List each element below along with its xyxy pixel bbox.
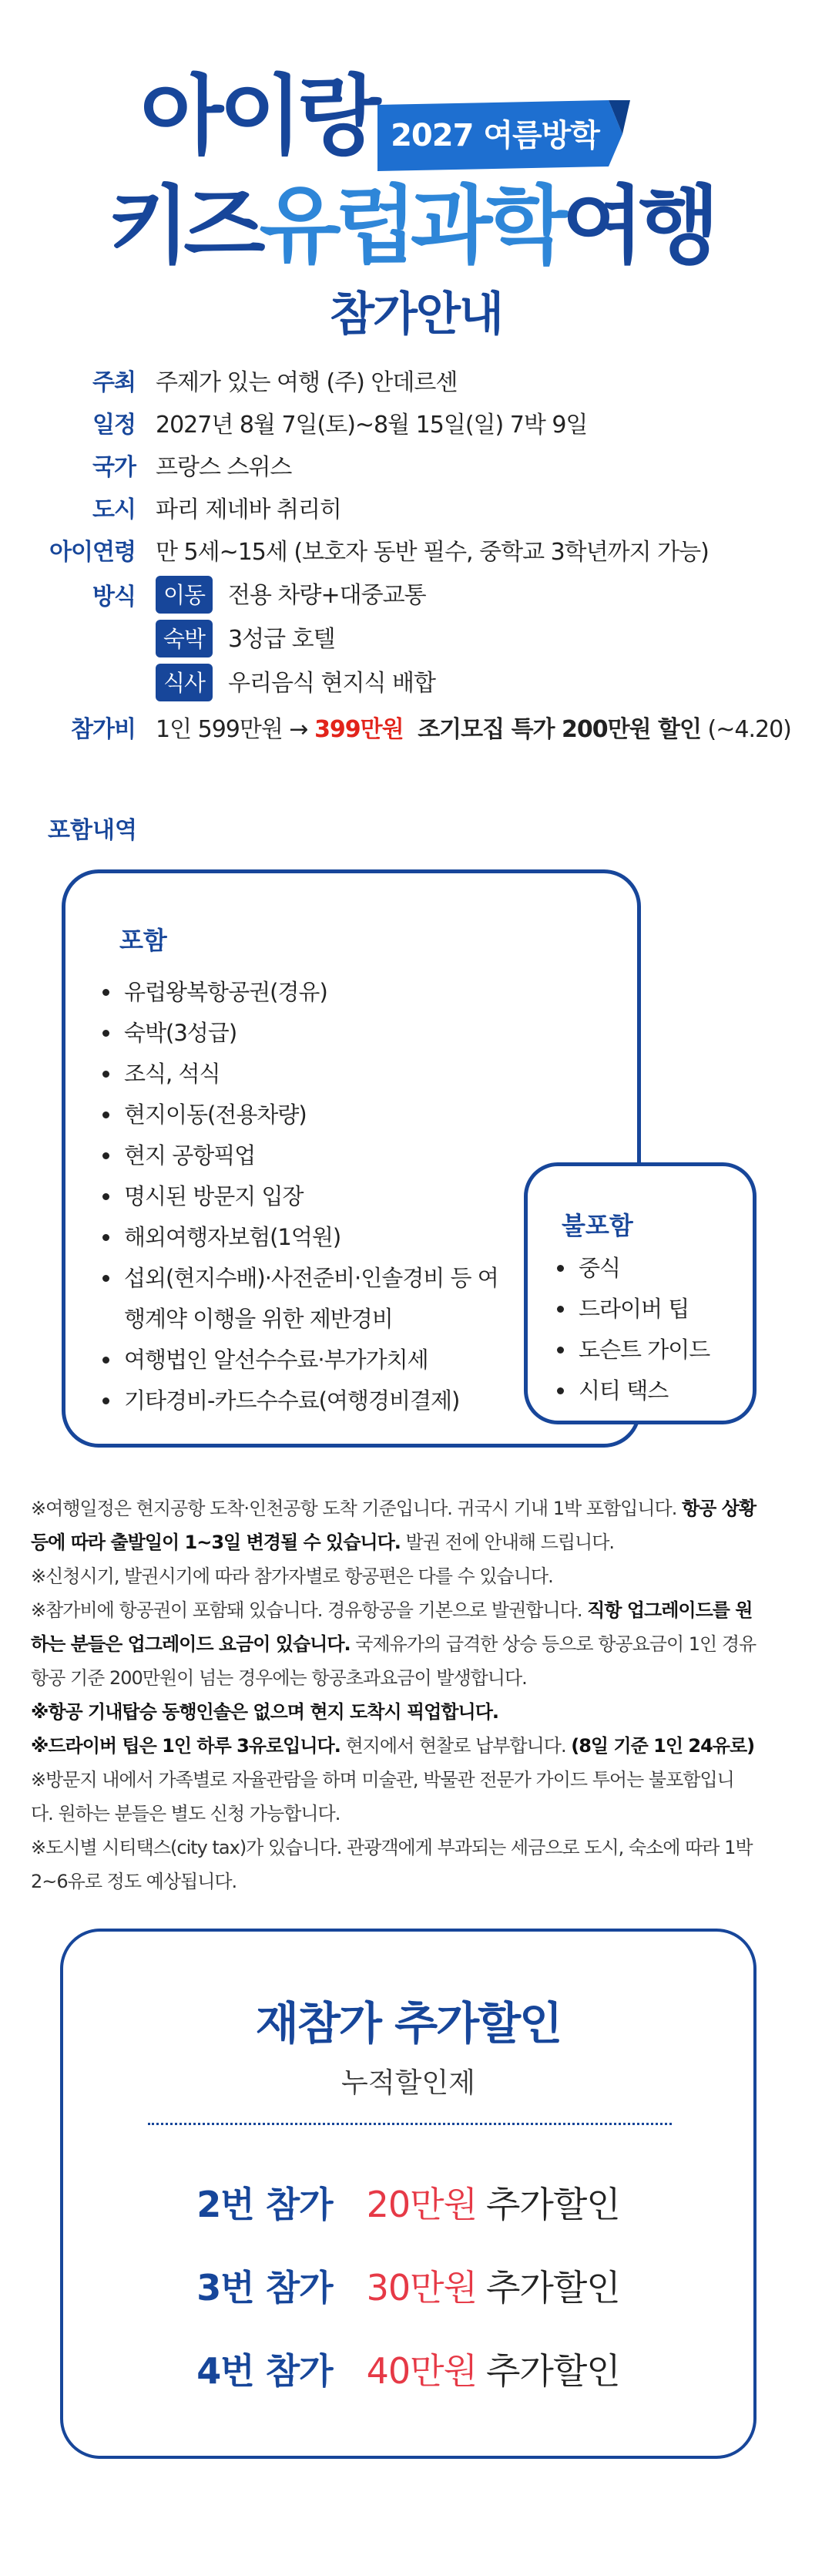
included-title: 포함 <box>119 926 167 955</box>
info-row-country <box>31 446 291 484</box>
info-row-host <box>31 361 457 399</box>
excluded-box <box>524 1162 757 1424</box>
note-item: 2~6유로 정도 예상됩니다. <box>31 1871 237 1892</box>
discount-text: 추가할인 <box>486 2184 620 2225</box>
note-emphasis: ※드라이버 팁은 1인 하루 3유로입니다. <box>31 1735 341 1757</box>
info-label: 일정 <box>92 412 136 439</box>
info-label: 주최 <box>92 369 136 396</box>
info-row-fee <box>31 708 791 746</box>
list-item: 중식 <box>557 1248 742 1289</box>
list-item <box>102 1258 503 1340</box>
list-item: 기타경비-카드수수료(여행경비결제) <box>102 1380 503 1421</box>
dotted-divider <box>148 2123 672 2125</box>
list-item: 해외여행자보험(1억원) <box>102 1217 503 1258</box>
info-row-method-lodging <box>31 619 335 657</box>
list-item: 드라이버 팁 <box>557 1289 742 1330</box>
note-item <box>31 1593 801 1627</box>
fee-period: (~4.20) <box>707 716 791 743</box>
info-row-method-meal <box>31 663 435 701</box>
note-item: ※신청시기, 발권시기에 따라 참가자별로 항공편은 다를 수 있습니다. <box>31 1565 553 1587</box>
list-item: 유럽왕복항공권(경유) <box>102 972 503 1013</box>
season-ribbon <box>377 100 630 171</box>
info-row-schedule <box>31 403 587 442</box>
info-label: 도시 <box>92 496 136 523</box>
list-item: 현지 공항픽업 <box>102 1135 503 1176</box>
discount-subtitle: 누적할인제 <box>341 2067 475 2099</box>
note-item <box>31 1525 801 1559</box>
info-value: 파리 제네바 취리히 <box>156 496 341 523</box>
section-title-inclusions: 포함내역 <box>48 817 137 844</box>
note-item <box>31 1491 801 1525</box>
info-value: 2027년 8월 7일(토)~8월 15일(일) 7박 9일 <box>156 412 588 439</box>
note-text: 발권 전에 안내해 드립니다. <box>400 1532 615 1553</box>
note-emphasis: 직항 업그레이드를 원 <box>587 1599 753 1621</box>
info-value: 프랑스 스위스 <box>156 454 292 481</box>
notes <box>31 1491 801 1898</box>
info-label: 국가 <box>92 454 136 481</box>
discount-row <box>63 2177 753 2228</box>
note-item: 항공 기준 200만원이 넘는 경우에는 항공초과요금이 발생합니다. <box>31 1667 527 1689</box>
info-row-age <box>31 530 709 569</box>
note-text: ※여행일정은 현지공항 도착·인천공항 도착 기준입니다. 귀국시 기내 1박 포함입니다. <box>31 1498 682 1519</box>
note-emphasis: 항공 상황 <box>682 1498 757 1519</box>
discount-row <box>63 2343 753 2394</box>
discount-amount: 40만원 <box>366 2350 477 2392</box>
method-tag-transport: 이동 <box>156 576 213 614</box>
method-tag-meal: 식사 <box>156 664 213 701</box>
discount-amount: 30만원 <box>366 2267 477 2309</box>
title-part-kids: 키즈 <box>108 177 260 275</box>
fee-original: 1인 599만원 <box>156 716 283 743</box>
info-value: 만 5세~15세 (보호자 동반 필수, 중학교 3학년까지 가능) <box>156 539 709 566</box>
note-item <box>31 1729 801 1763</box>
excluded-title: 불포함 <box>562 1211 633 1240</box>
title-part-travel: 여행 <box>562 177 714 275</box>
info-value <box>156 576 426 614</box>
title-line1: 아이랑 <box>140 66 377 166</box>
note-emphasis: 등에 따라 출발일이 1~3일 변경될 수 있습니다. <box>31 1532 401 1553</box>
info-value <box>156 710 791 744</box>
discount-count: 3번 참가 <box>196 2267 333 2309</box>
discount-text: 추가할인 <box>486 2350 620 2392</box>
note-item: 다. 원하는 분들은 별도 신청 가능합니다. <box>31 1803 341 1824</box>
list-item: 현지이동(전용차량) <box>102 1095 503 1135</box>
note-item: ※방문지 내에서 가족별로 자율관람을 하며 미술관, 박물관 전문가 가이드 투어는 불포함입니 <box>31 1769 734 1791</box>
title-line2 <box>108 177 714 275</box>
fee-promo: 조기모집 특가 200만원 할인 <box>418 716 701 743</box>
list-item: 시티 택스 <box>557 1370 742 1411</box>
list-item-text: 섭외(현지수배)·사전준비·인솔경비 등 여 <box>124 1265 498 1291</box>
discount-amount: 20만원 <box>366 2184 477 2225</box>
info-value <box>156 664 435 701</box>
note-item <box>31 1627 801 1661</box>
note-item <box>31 1695 801 1729</box>
discount-count: 2번 참가 <box>196 2184 333 2225</box>
info-row-method <box>31 575 426 614</box>
info-value <box>156 620 335 657</box>
discount-text: 추가할인 <box>486 2267 620 2309</box>
method-text: 3성급 호텔 <box>228 625 335 653</box>
hero-header <box>0 0 832 339</box>
repeat-discount-box <box>60 1929 757 2459</box>
note-emphasis: (8일 기준 1인 24유로) <box>571 1735 755 1757</box>
note-emphasis: ※항공 기내탑승 동행인솔은 없으며 현지 도착시 픽업합니다. <box>31 1701 498 1723</box>
excluded-list <box>557 1248 742 1411</box>
discount-row <box>63 2260 753 2311</box>
note-item: ※도시별 시티택스(city tax)가 있습니다. 관광객에게 부과되는 세금으로 도시, 숙소에 따라 1박 <box>31 1837 753 1858</box>
info-label: 아이연령 <box>49 539 136 566</box>
info-label: 방식 <box>92 583 136 610</box>
note-text: 현지에서 현찰로 납부합니다. <box>340 1735 572 1757</box>
note-text: 국제유가의 급격한 상승 등으로 항공요금이 1인 경유 <box>350 1633 757 1655</box>
list-item: 여행법인 알선수수료·부가가치세 <box>102 1340 503 1380</box>
info-value: 주제가 있는 여행 (주) 안데르센 <box>156 369 458 396</box>
fee-sale: 399만원 <box>314 716 404 743</box>
list-item: 조식, 석식 <box>102 1054 503 1095</box>
ribbon-text: 2027 여름방학 <box>391 118 599 153</box>
title-part-europe-science: 유럽과학 <box>259 177 562 275</box>
list-item: 숙박(3성급) <box>102 1013 503 1054</box>
method-text: 전용 차량+대중교통 <box>228 581 426 609</box>
method-tag-lodging: 숙박 <box>156 620 213 657</box>
method-text: 우리음식 현지식 배합 <box>228 669 435 697</box>
list-item: 명시된 방문지 입장 <box>102 1176 503 1217</box>
page-title: 참가안내 <box>330 288 502 341</box>
note-emphasis: 하는 분들은 업그레이드 요금이 있습니다. <box>31 1633 351 1655</box>
list-item-text-cont: 행계약 이행을 위한 제반경비 <box>124 1306 393 1332</box>
info-row-city <box>31 488 341 526</box>
note-text: ※참가비에 항공권이 포함돼 있습니다. 경유항공을 기본으로 발권합니다. <box>31 1599 588 1621</box>
list-item: 도슨트 가이드 <box>557 1330 742 1370</box>
info-label: 참가비 <box>71 716 136 743</box>
arrow-icon: → <box>289 716 308 743</box>
discount-title: 재참가 추가할인 <box>255 1997 562 2050</box>
included-list <box>102 972 503 1421</box>
discount-count: 4번 참가 <box>196 2350 333 2392</box>
